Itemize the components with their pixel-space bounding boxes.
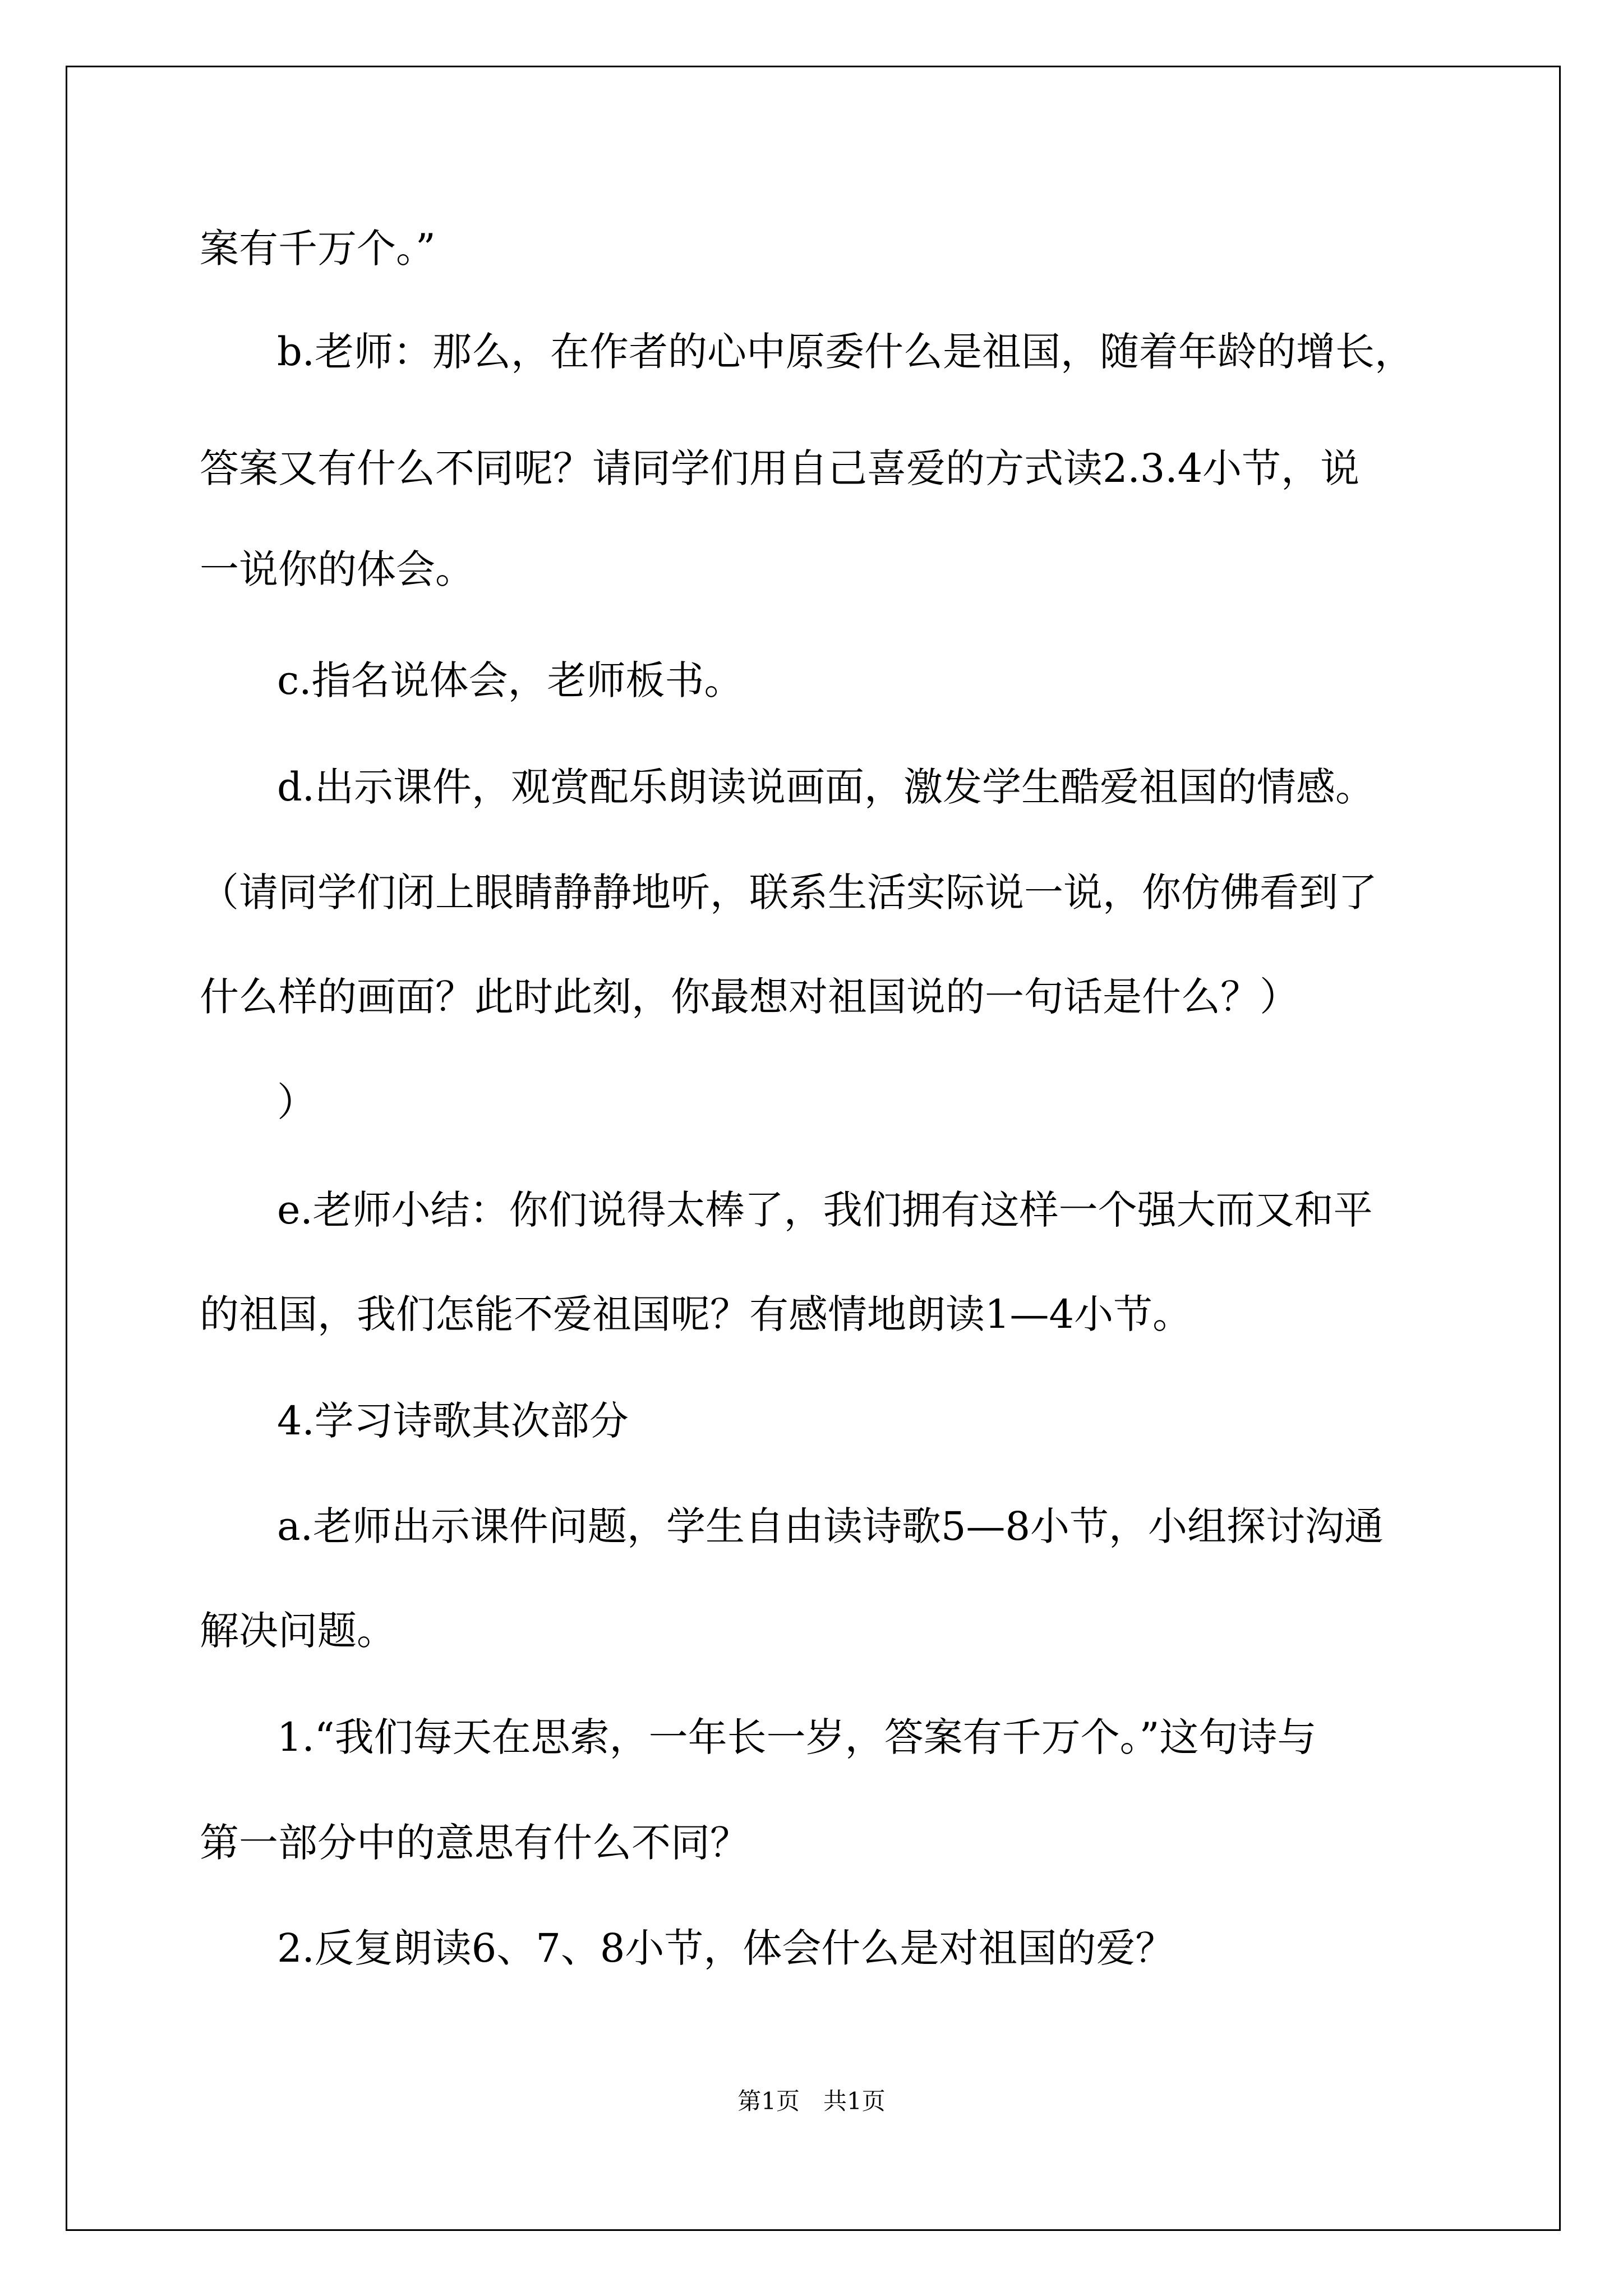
text-line: 什么样的画面？此时此刻，你最想对祖国说的一句话是什么？） bbox=[200, 974, 1299, 1020]
text-line: 1.“我们每天在思索，一年长一岁，答案有千万个。”这句诗与 bbox=[277, 1714, 1317, 1760]
text-line: ） bbox=[277, 1079, 316, 1125]
text-line: 答案又有什么不同呢？请同学们用自己喜爱的方式读2.3.4小节，说 bbox=[200, 445, 1360, 491]
text-line: 的祖国，我们怎能不爱祖国呢？有感情地朗读1—4小节。 bbox=[200, 1291, 1192, 1337]
text-line: e.老师小结：你们说得太棒了，我们拥有这样一个强大而又和平 bbox=[277, 1187, 1373, 1233]
text-line: b.老师：那么，在作者的心中原委什么是祖国，随着年龄的增长， bbox=[277, 329, 1414, 375]
text-line: （请同学们闭上眼睛静静地听，联系生活实际说一说，你仿佛看到了 bbox=[200, 869, 1377, 915]
text-line: a.老师出示课件问题，学生自由读诗歌5—8小节，小组探讨沟通 bbox=[277, 1503, 1384, 1549]
text-line: 2.反复朗读6、7、8小节，体会什么是对祖国的爱？ bbox=[277, 1925, 1175, 1971]
text-line: 4.学习诗歌其次部分 bbox=[277, 1398, 629, 1444]
text-line: d.出示课件，观赏配乐朗读说画面，激发学生酷爱祖国的情感。 bbox=[277, 764, 1375, 810]
text-line: 第一部分中的意思有什么不同？ bbox=[200, 1820, 749, 1866]
text-line: 案有千万个。” bbox=[200, 226, 436, 272]
page-border bbox=[66, 66, 1561, 2231]
text-line: 一说你的体会。 bbox=[200, 546, 474, 592]
page-footer: 第1页 共1页 bbox=[737, 2087, 886, 2115]
text-line: c.指名说体会，老师板书。 bbox=[277, 657, 744, 703]
text-line: 解决问题。 bbox=[200, 1608, 396, 1654]
